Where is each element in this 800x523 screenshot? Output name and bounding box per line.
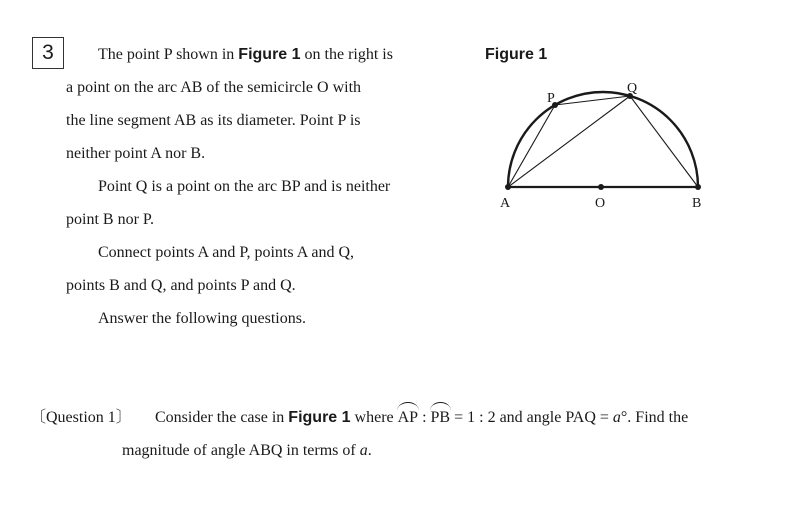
semicircle-arc — [508, 92, 698, 187]
q1-figure-reference: Figure 1 — [288, 409, 351, 426]
line-1-text: The point P shown in — [98, 46, 239, 63]
label-p: P — [547, 91, 555, 106]
q1-text-2: where — [350, 409, 398, 426]
q1-ratio-sep: : — [418, 409, 431, 426]
problem-line-3: the line segment AB as its diameter. Point P is — [66, 112, 361, 129]
q1-variable-a: a — [612, 409, 621, 426]
q1-line2-variable: a — [359, 442, 368, 459]
segment-ap — [508, 105, 555, 187]
figure-reference: Figure 1 — [238, 46, 301, 63]
q1-line2-text: magnitude of angle ABQ in terms of — [122, 442, 360, 459]
problem-line-4: neither point A nor B. — [66, 145, 206, 162]
label-o: O — [595, 196, 606, 211]
problem-number: 3 — [42, 41, 54, 64]
label-b: B — [692, 196, 702, 211]
problem-line-2: a point on the arc AB of the semicircle O with — [66, 79, 362, 96]
point-o-dot — [598, 184, 604, 190]
q1-text-1: Consider the case in — [155, 409, 289, 426]
question-1-label: 〔Question 1〕 — [30, 409, 132, 426]
question-1-line-2 — [122, 441, 372, 461]
q1-text-4: °. Find the — [620, 409, 689, 426]
problem-line-9: Answer the following questions. — [98, 310, 306, 327]
point-a-dot — [505, 184, 511, 190]
problem-line-7: Connect points A and P, points A and Q, — [98, 244, 355, 261]
question-1-line-1 — [155, 408, 688, 428]
segment-aq — [508, 96, 630, 187]
q1-text-3: = 1 : 2 and angle PAQ = — [450, 409, 613, 426]
arc-pb: PB — [430, 409, 451, 426]
segment-bq — [630, 96, 698, 187]
problem-line-5: Point Q is a point on the arc BP and is neither — [98, 178, 391, 195]
arc-ap: AP — [397, 409, 419, 426]
q1-line2-end: . — [367, 442, 372, 459]
line-1-text-end: on the right is — [300, 46, 393, 63]
problem-line-8: points B and Q, and points P and Q. — [66, 277, 296, 294]
label-a: A — [500, 196, 511, 211]
point-b-dot — [695, 184, 701, 190]
figure-title: Figure 1 — [485, 46, 548, 63]
problem-line-6: point B nor P. — [66, 211, 155, 228]
label-q: Q — [627, 81, 638, 96]
